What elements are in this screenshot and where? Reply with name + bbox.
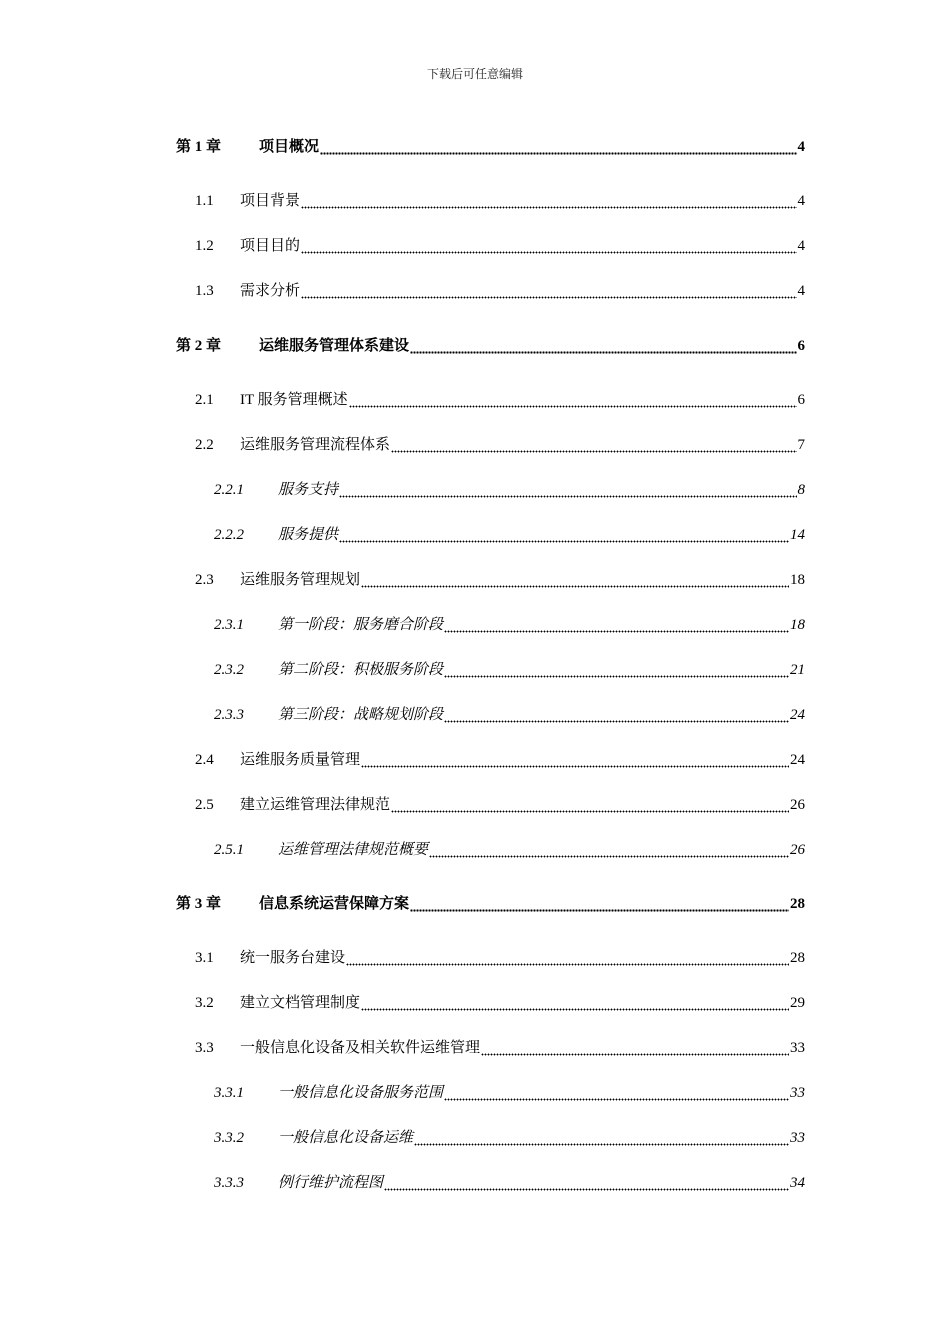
toc-entry-3-2[interactable] <box>195 993 805 1013</box>
toc-entry-chapter-2[interactable] <box>176 336 805 356</box>
toc-entry-page: 34 <box>790 1175 805 1191</box>
toc-entry-number: 2.1 <box>195 392 214 408</box>
toc-dot-leader <box>444 1083 789 1103</box>
toc-dot-leader <box>361 993 789 1013</box>
page-header: 下载后可任意编辑 <box>426 67 523 81</box>
toc-entry-number: 2.2.2 <box>214 527 244 543</box>
toc-entry-number: 1.3 <box>195 283 214 299</box>
toc-entry-2-2[interactable] <box>195 435 805 455</box>
toc-entry-number: 3.3.3 <box>214 1175 244 1191</box>
toc-entry-title: 运维服务管理体系建设 <box>259 338 410 354</box>
toc-entry-number: 2.3.3 <box>214 707 244 723</box>
toc-dot-leader <box>361 750 789 770</box>
toc-entry-page: 4 <box>797 139 805 155</box>
toc-dot-leader <box>339 525 789 545</box>
toc-entry-title: 建立文档管理制度 <box>240 995 361 1011</box>
toc-entry-title: 运维服务管理流程体系 <box>240 437 391 453</box>
toc-dot-leader <box>391 795 789 815</box>
toc-entry-title: 第一阶段：服务磨合阶段 <box>278 617 444 633</box>
toc-entry-page: 33 <box>790 1130 805 1146</box>
toc-entry-title: 第二阶段：积极服务阶段 <box>278 662 444 678</box>
toc-entry-number: 2.4 <box>195 752 214 768</box>
toc-entry-title: 统一服务台建设 <box>240 950 346 966</box>
toc-entry-page: 18 <box>790 572 805 588</box>
toc-entry-title: 项目概况 <box>259 139 320 155</box>
toc-entry-1-3[interactable] <box>195 281 805 301</box>
toc-entry-chapter-3[interactable] <box>176 894 805 914</box>
toc-entry-page: 33 <box>790 1040 805 1056</box>
toc-entry-page: 18 <box>790 617 805 633</box>
toc-entry-number: 3.3.2 <box>214 1130 244 1146</box>
toc-dot-leader <box>410 894 789 914</box>
toc-entry-number: 2.3.1 <box>214 617 244 633</box>
toc-dot-leader <box>339 480 796 500</box>
toc-dot-leader <box>301 281 796 301</box>
toc-entry-title: 一般信息化设备服务范围 <box>278 1085 444 1101</box>
toc-entry-page: 8 <box>797 482 805 498</box>
toc-entry-2-3-1[interactable] <box>214 615 805 635</box>
toc-entry-page: 14 <box>790 527 805 543</box>
toc-dot-leader <box>349 390 797 410</box>
toc-entry-chapter-1[interactable] <box>176 137 805 157</box>
toc-entry-page: 21 <box>790 662 805 678</box>
toc-entry-2-5-1[interactable] <box>214 840 805 860</box>
toc-dot-leader <box>481 1038 789 1058</box>
toc-entry-number: 2.2 <box>195 437 214 453</box>
toc-entry-title: 一般信息化设备运维 <box>278 1130 414 1146</box>
toc-entry-page: 29 <box>790 995 805 1011</box>
toc-entry-title: IT 服务管理概述 <box>240 392 348 408</box>
toc-dot-leader <box>384 1173 789 1193</box>
toc-entry-title: 运维管理法律规范概要 <box>278 842 429 858</box>
toc-dot-leader <box>410 336 796 356</box>
toc-entry-2-5[interactable] <box>195 795 805 815</box>
toc-entry-page: 4 <box>797 238 805 254</box>
toc-entry-3-3[interactable] <box>195 1038 805 1058</box>
toc-entry-number: 3.2 <box>195 995 214 1011</box>
toc-entry-3-3-1[interactable] <box>214 1083 805 1103</box>
toc-entry-page: 33 <box>790 1085 805 1101</box>
toc-dot-leader <box>320 137 796 157</box>
toc-entry-number: 2.2.1 <box>214 482 244 498</box>
toc-entry-2-3[interactable] <box>195 570 805 590</box>
toc-entry-number: 2.3 <box>195 572 214 588</box>
toc-entry-page: 28 <box>790 950 805 966</box>
toc-entry-page: 7 <box>797 437 805 453</box>
toc-entry-page: 24 <box>790 707 805 723</box>
toc-entry-1-1[interactable] <box>195 191 805 211</box>
toc-entry-number: 2.5 <box>195 797 214 813</box>
toc-dot-leader <box>429 840 789 860</box>
toc-dot-leader <box>444 615 789 635</box>
toc-dot-leader <box>414 1128 789 1148</box>
toc-entry-2-3-3[interactable] <box>214 705 805 725</box>
toc-entry-title: 信息系统运营保障方案 <box>259 896 410 912</box>
toc-entry-page: 6 <box>797 338 805 354</box>
toc-entry-title: 需求分析 <box>240 283 301 299</box>
toc-dot-leader <box>301 191 796 211</box>
toc-entry-title: 运维服务质量管理 <box>240 752 361 768</box>
toc-dot-leader <box>346 948 789 968</box>
toc-entry-number: 3.3 <box>195 1040 214 1056</box>
toc-entry-title: 项目目的 <box>240 238 301 254</box>
toc-entry-page: 4 <box>797 283 805 299</box>
toc-entry-title: 运维服务管理规划 <box>240 572 361 588</box>
toc-entry-3-1[interactable] <box>195 948 805 968</box>
toc-entry-page: 24 <box>790 752 805 768</box>
toc-entry-title: 一般信息化设备及相关软件运维管理 <box>240 1040 481 1056</box>
toc-entry-page: 28 <box>790 896 805 912</box>
toc-entry-2-1[interactable] <box>195 390 805 410</box>
toc-entry-title: 服务支持 <box>278 482 339 498</box>
toc-entry-number: 第 3 章 <box>176 896 222 912</box>
toc-dot-leader <box>361 570 789 590</box>
toc-dot-leader <box>391 435 796 455</box>
toc-dot-leader <box>444 660 789 680</box>
toc-entry-title: 例行维护流程图 <box>278 1175 384 1191</box>
toc-entry-3-3-2[interactable] <box>214 1128 805 1148</box>
toc-entry-2-2-1[interactable] <box>214 480 805 500</box>
toc-entry-number: 第 1 章 <box>176 139 222 155</box>
toc-entry-1-2[interactable] <box>195 236 805 256</box>
toc-entry-number: 2.5.1 <box>214 842 244 858</box>
toc-entry-2-4[interactable] <box>195 750 805 770</box>
toc-entry-2-3-2[interactable] <box>214 660 805 680</box>
toc-entry-number: 第 2 章 <box>176 338 222 354</box>
toc-entry-title: 建立运维管理法律规范 <box>240 797 391 813</box>
toc-entry-page: 6 <box>797 392 805 408</box>
toc-entry-number: 1.1 <box>195 193 214 209</box>
toc-entry-title: 服务提供 <box>278 527 339 543</box>
toc-entry-3-3-3[interactable] <box>214 1173 805 1193</box>
toc-entry-page: 4 <box>797 193 805 209</box>
toc-dot-leader <box>301 236 796 256</box>
toc-entry-number: 2.3.2 <box>214 662 244 678</box>
toc-entry-title: 第三阶段：战略规划阶段 <box>278 707 444 723</box>
toc-dot-leader <box>444 705 789 725</box>
toc-entry-page: 26 <box>790 797 805 813</box>
toc-entry-2-2-2[interactable] <box>214 525 805 545</box>
toc-entry-page: 26 <box>790 842 805 858</box>
toc-entry-number: 3.3.1 <box>214 1085 244 1101</box>
toc-entry-number: 3.1 <box>195 950 214 966</box>
toc-entry-number: 1.2 <box>195 238 214 254</box>
toc-entry-title: 项目背景 <box>240 193 301 209</box>
